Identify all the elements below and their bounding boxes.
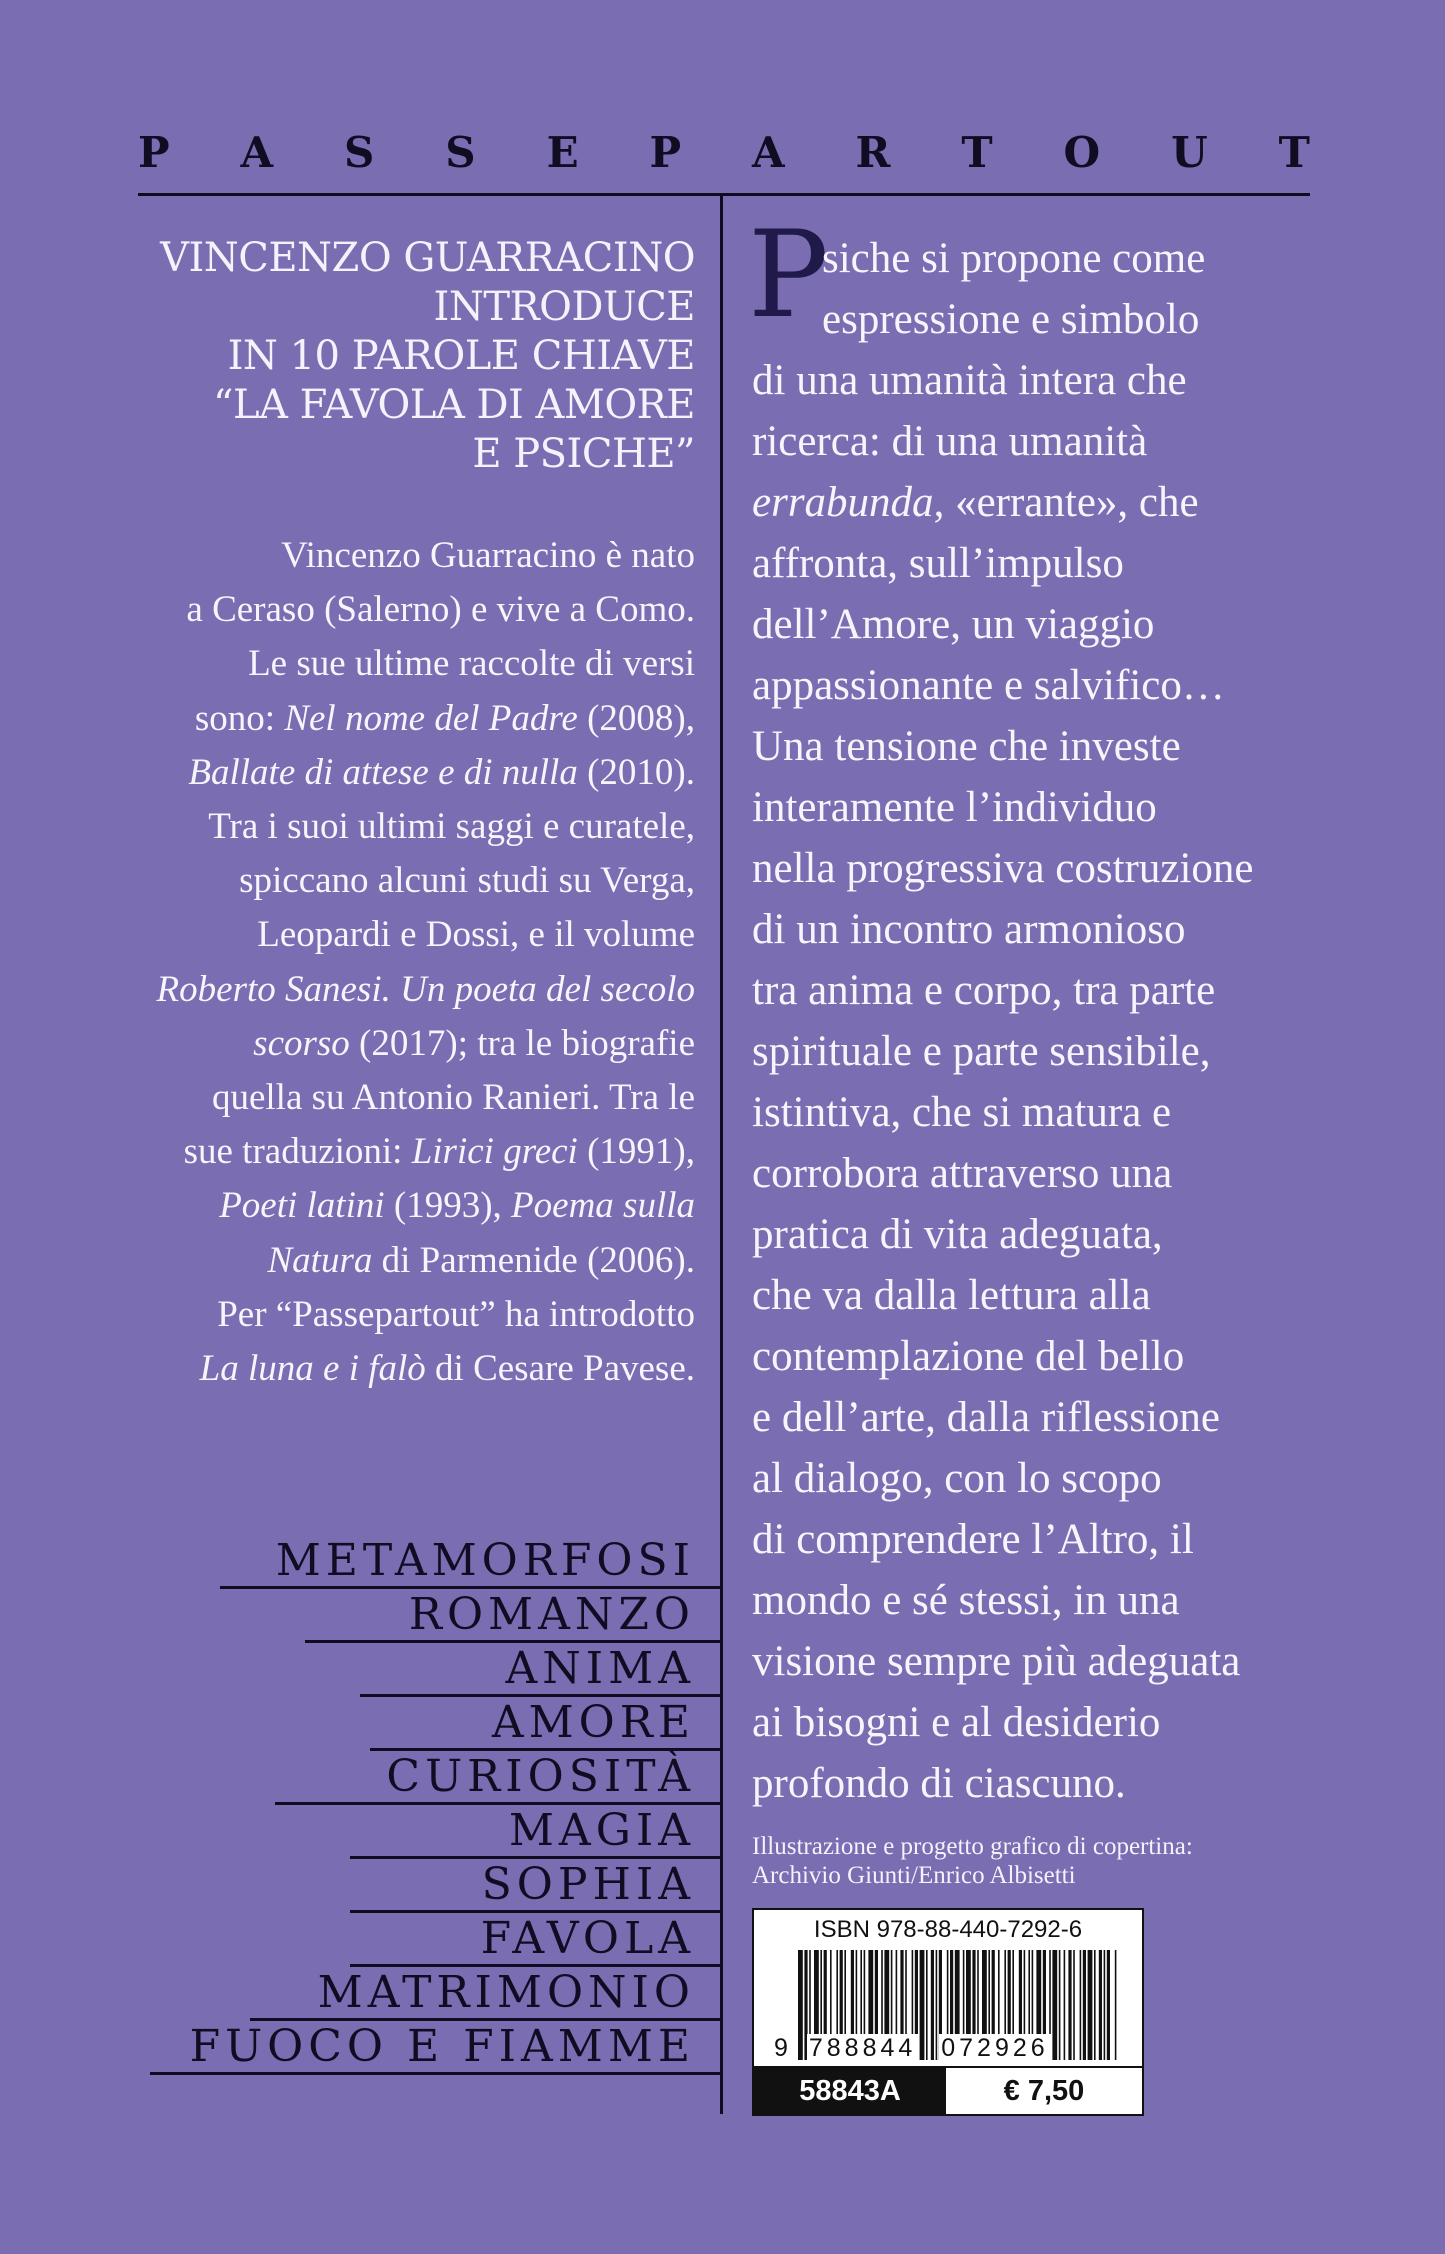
series-letter: S — [445, 128, 476, 177]
blurb-line: interamente l’individuo — [752, 784, 1157, 831]
keyword-item: AMORE — [370, 1697, 720, 1751]
blurb-line: di un incontro armonioso — [752, 906, 1186, 953]
bio-title: Lirici greci — [411, 1131, 578, 1173]
blurb-line: visione sempre più adeguata — [752, 1638, 1241, 1685]
bio-line: Tra i suoi ultimi saggi e curatele, — [208, 806, 695, 848]
bio-text: (1991), — [577, 1131, 695, 1173]
credit-line: Illustrazione e progetto grafico di copertina: — [752, 1833, 1193, 1860]
barcode-bar — [1059, 1950, 1061, 2060]
barcode-bar — [1080, 1950, 1082, 2060]
series-letter: S — [344, 128, 375, 177]
bio-line: Le sue ultime raccolte di versi — [248, 643, 695, 685]
series-title — [138, 128, 1310, 177]
blurb-line: siche si propone come — [822, 235, 1206, 282]
barcode-bar — [1094, 1950, 1096, 2060]
bio-line — [150, 1125, 695, 1179]
blurb-line: e dell’arte, dalla riflessione — [752, 1394, 1221, 1441]
heading-line: INTRODUCE — [433, 284, 695, 330]
keyword-list — [150, 1535, 720, 2075]
barcode-bar — [1115, 1950, 1117, 2060]
bio-title: Nel nome del Padre — [284, 697, 578, 739]
keyword-item: MAGIA — [350, 1805, 720, 1859]
bio-line — [150, 963, 695, 1017]
bio-title: Roberto Sanesi. Un poeta del secolo — [156, 968, 695, 1010]
bio-line — [150, 1234, 695, 1288]
bio-line — [150, 1179, 695, 1233]
keyword-item: METAMORFOSI — [220, 1535, 720, 1589]
blurb-line: appassionante e salvifico… — [752, 662, 1225, 709]
barcode-bar — [1099, 1950, 1102, 2060]
keyword-item: CURIOSITÀ — [275, 1751, 720, 1805]
series-letter: O — [1063, 128, 1101, 177]
blurb-line: Una tensione che investe — [752, 723, 1181, 770]
series-letter: A — [752, 128, 785, 177]
blurb-line: mondo e sé stessi, in una — [752, 1577, 1180, 1624]
bio-line — [150, 746, 695, 800]
bio-line — [150, 1017, 695, 1071]
ean-left-group: 788844 — [808, 2034, 917, 2062]
series-letter: T — [1278, 128, 1310, 177]
series-letter: P — [138, 128, 170, 177]
barcode-bar — [1104, 1950, 1106, 2060]
blurb-text: , «errante», che — [933, 479, 1199, 526]
top-rule-divider — [138, 193, 1310, 196]
blurb-line: pratica di vita adeguata, — [752, 1211, 1163, 1258]
blurb-line: tra anima e corpo, tra parte — [752, 967, 1216, 1014]
bio-title: La luna e i falò — [199, 1348, 426, 1390]
book-blurb — [752, 228, 1312, 1814]
bio-text: (1993), — [384, 1185, 512, 1227]
bio-line — [150, 1342, 695, 1396]
blurb-italic: errabunda — [752, 479, 934, 526]
bio-line: Per “Passepartout” ha introdotto — [217, 1293, 695, 1335]
bio-title: Poema sulla — [511, 1185, 695, 1227]
bio-line: spiccano alcuni studi su Verga, — [239, 860, 695, 902]
cover-credit — [752, 1832, 1193, 1890]
keyword-item: SOPHIA — [350, 1859, 720, 1913]
bio-title: Poeti latini — [219, 1185, 385, 1227]
product-code: 58843A — [754, 2068, 946, 2114]
ean-digits — [772, 2034, 1051, 2063]
intro-heading — [150, 234, 695, 479]
blurb-line: profondo di ciascuno. — [752, 1760, 1126, 1807]
blurb-line: contemplazione del bello — [752, 1333, 1185, 1380]
blurb-line: ai bisogni e al desiderio — [752, 1699, 1161, 1746]
blurb-line: spirituale e parte sensibile, — [752, 1028, 1211, 1075]
blurb-line: nella progressiva costruzione — [752, 845, 1254, 892]
heading-line: VINCENZO GUARRACINO — [160, 235, 695, 281]
blurb-line: ricerca: di una umanità — [752, 418, 1148, 465]
bio-text: (2017); tra le biografie — [349, 1022, 695, 1064]
heading-line: IN 10 PAROLE CHIAVE — [227, 333, 695, 379]
series-letter: P — [649, 128, 682, 177]
series-letter: T — [961, 128, 993, 177]
keyword-item: FUOCO E FIAMME — [150, 2021, 720, 2075]
keyword-item: MATRIMONIO — [250, 1967, 720, 2021]
bio-line: Vincenzo Guarracino è nato — [281, 535, 695, 576]
blurb-line — [752, 472, 1312, 533]
column-divider — [720, 194, 723, 2114]
bio-text: sono: — [194, 697, 285, 739]
keyword-item: FAVOLA — [350, 1913, 720, 1967]
blurb-line: di una umanità intera che — [752, 357, 1187, 404]
blurb-line: di comprendere l’Altro, il — [752, 1516, 1194, 1563]
series-letter: A — [240, 128, 274, 177]
blurb-line: al dialogo, con lo scopo — [752, 1455, 1162, 1502]
bio-text: (2010). — [577, 751, 695, 793]
series-letter: U — [1171, 128, 1208, 177]
bio-line: quella su Antonio Ranieri. Tra le — [211, 1077, 695, 1119]
price-row — [754, 2066, 1142, 2114]
drop-cap: P — [748, 206, 829, 345]
keyword-item: ANIMA — [360, 1643, 720, 1697]
blurb-line: espressione e simbolo — [822, 296, 1200, 343]
series-letter: E — [546, 128, 579, 177]
bio-line — [150, 692, 695, 746]
price-label: € 7,50 — [1003, 2074, 1085, 2107]
bio-text: di Parmenide (2006). — [372, 1239, 695, 1281]
bio-title: Natura — [267, 1239, 373, 1281]
heading-line: “LA FAVOLA DI AMORE — [213, 382, 695, 428]
bio-text: sue traduzioni: — [183, 1131, 412, 1173]
blurb-line: che va dalla lettura alla — [752, 1272, 1151, 1319]
ean-first-digit: 9 — [774, 2034, 788, 2062]
barcode-bar — [1083, 1950, 1086, 2060]
barcode-bar — [1073, 1950, 1075, 2060]
barcode-bar — [1088, 1950, 1093, 2060]
blurb-line: corrobora attraverso una — [752, 1150, 1173, 1197]
bio-text: (2008), — [577, 697, 695, 739]
bio-line: a Ceraso (Salerno) e vive a Como. — [186, 589, 695, 631]
ean-right-group: 072926 — [941, 2034, 1049, 2062]
author-bio — [150, 529, 695, 1396]
bio-title: scorso — [253, 1022, 350, 1064]
bio-line: Leopardi e Dossi, e il volume — [257, 914, 695, 956]
blurb-line: affronta, sull’impulso — [752, 540, 1124, 587]
heading-line: E PSICHE” — [472, 431, 695, 477]
barcode-bar — [1064, 1950, 1066, 2060]
keyword-item: ROMANZO — [305, 1589, 720, 1643]
barcode-bar — [1052, 1950, 1057, 2060]
isbn-label: ISBN 978-88-440-7292-6 — [813, 1916, 1083, 1943]
blurb-line: dell’Amore, un viaggio — [752, 601, 1155, 648]
barcode-bar — [1068, 1950, 1071, 2060]
credit-line: Archivio Giunti/Enrico Albisetti — [752, 1862, 1076, 1889]
blurb-line: istintiva, che si matura e — [752, 1089, 1172, 1136]
barcode-block — [752, 1908, 1144, 2116]
series-letter: R — [855, 128, 891, 177]
bio-title: Ballate di attese e di nulla — [188, 751, 578, 793]
bio-text: di Cesare Pavese. — [425, 1348, 695, 1390]
barcode-bar — [1107, 1950, 1110, 2060]
